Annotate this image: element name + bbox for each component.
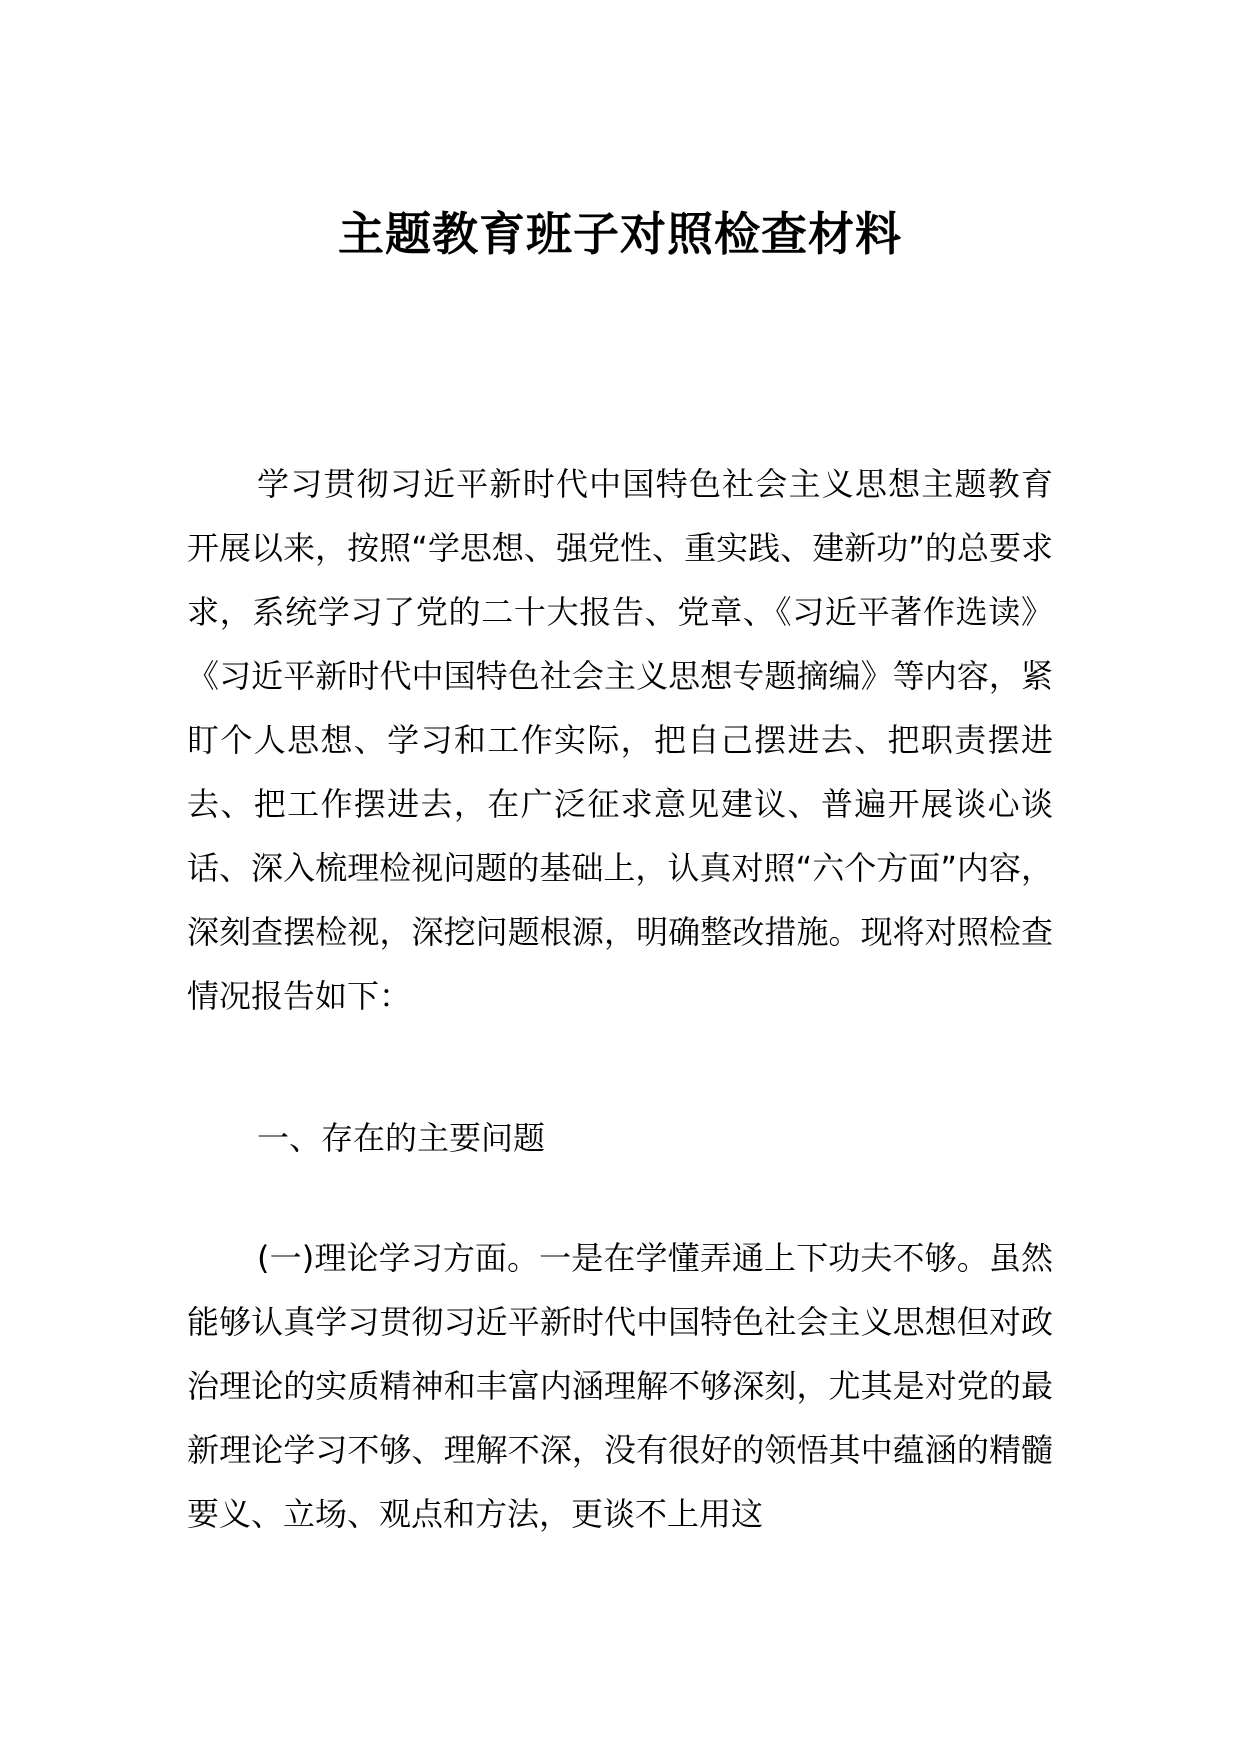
document-title: 主题教育班子对照检查材料 <box>338 207 902 261</box>
section-heading-main-problems: 一、存在的主要问题 <box>257 1119 546 1157</box>
intro-paragraph: 学习贯彻习近平新时代中国特色社会主义思想主题教育开展以来，按照“学思想、强党性、重实践、建新功”的总要求求，系统学习了党的二十大报告、党章、《习近平著作选读》《习近平新时代中国特色社会主义思想专题摘编》等内容，紧盯个人思想、学习和工作实际，把自己摆进去、把职责摆进去、把工作摆进去，在广泛征求意见建议、普遍开展谈心谈话、深入梳理检视问题的基础上，认真对照“六个方面”内容，深刻查摆检视，深挖问题根源，明确整改措施。现将对照检查情况报告如下： <box>187 465 1053 1015</box>
theory-study-paragraph: (一)理论学习方面。一是在学懂弄通上下功夫不够。虽然能够认真学习贯彻习近平新时代中国特色社会主义思想但对政治理论的实质精神和丰富内涵理解不够深刻，尤其是对党的最新理论学习不够、理解不深，没有很好的领悟其中蕴涵的精髓要义、立场、观点和方法，更谈不上用这 <box>187 1239 1053 1533</box>
